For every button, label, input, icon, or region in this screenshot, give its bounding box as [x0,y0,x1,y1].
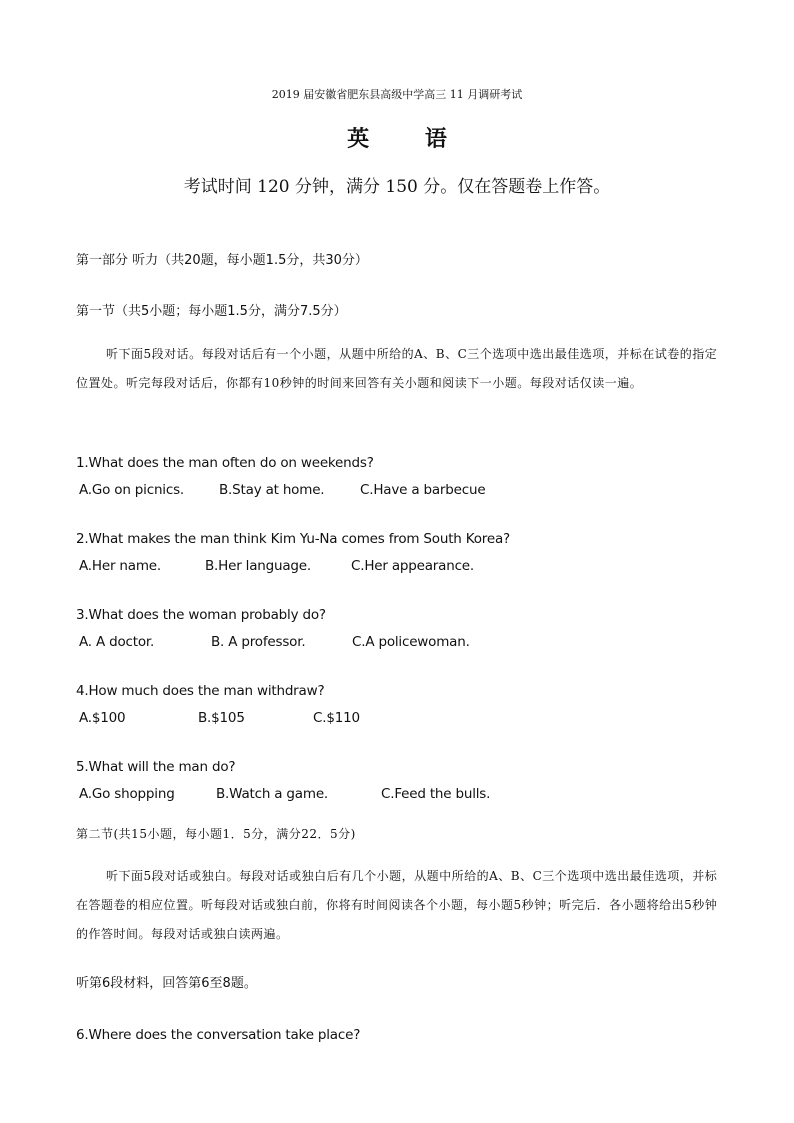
section2-heading: 第二节(共15小题，每小题1．5分，满分22．5分) [76,827,356,841]
question-2: 2.What makes the man think Kim Yu-Na comes from South Korea? [76,531,510,547]
question-4: 4.How much does the man withdraw? [76,683,325,699]
q4-option-a: A.$100 [79,710,126,726]
q1-option-a: A.Go on picnics. [79,482,185,498]
question-3: 3.What does the woman probably do? [76,607,326,623]
q5-option-b: B.Watch a game. [216,786,329,802]
question-5: 5.What will the man do? [76,759,236,775]
q5-option-c: C.Feed the bulls. [381,786,491,802]
material-6-note: 听第6段材料，回答第6至8题。 [76,976,257,991]
q3-option-a: A. A doctor. [79,634,155,650]
exam-time-note: 考试时间 120 分钟，满分 150 分。仅在答题卷上作答。 [183,177,611,197]
section2-instructions: 听下面5段对话或独白。每段对话或独白后有几个小题，从题中所给的A、B、C三个选项中选出最佳选项，并标在答题卷的相应位置。听每段对话或独白前，你将有时间阅读各个小题，每小题5秒钟；听完后．各小题将给出5秒钟的作答时间。每段对话或独白读两遍。 [76,869,718,941]
part1-heading: 第一部分 听力（共20题，每小题1.5分，共30分） [76,253,368,268]
q2-option-c: C.Her appearance. [351,558,475,574]
question-1: 1.What does the man often do on weekends? [76,455,374,471]
q4-option-c: C.$110 [313,710,360,726]
q4-option-b: B.$105 [198,710,245,726]
q1-option-c: C.Have a barbecue [360,482,486,498]
q3-option-b: B. A professor. [211,634,306,650]
question-6: 6.Where does the conversation take place? [76,1027,361,1043]
q2-option-a: A.Her name. [79,558,161,574]
exam-header-line: 2019 届安徽省肥东县高级中学高三 11 月调研考试 [271,88,523,101]
section1-heading: 第一节（共5小题；每小题1.5分，满分7.5分） [76,304,347,319]
q5-option-a: A.Go shopping [79,786,175,802]
q1-option-b: B.Stay at home. [219,482,325,498]
q3-option-c: C.A policewoman. [352,634,470,650]
section1-instructions: 听下面5段对话。每段对话后有一个小题，从题中所给的A、B、C三个选项中选出最佳选项，并标在试卷的指定位置处。听完每段对话后，你都有10秒钟的时间来回答有关小题和阅读下一小题。每段对话仅读一遍。 [76,347,718,390]
subject-title: 英 语 [347,126,471,152]
q2-option-b: B.Her language. [205,558,311,574]
